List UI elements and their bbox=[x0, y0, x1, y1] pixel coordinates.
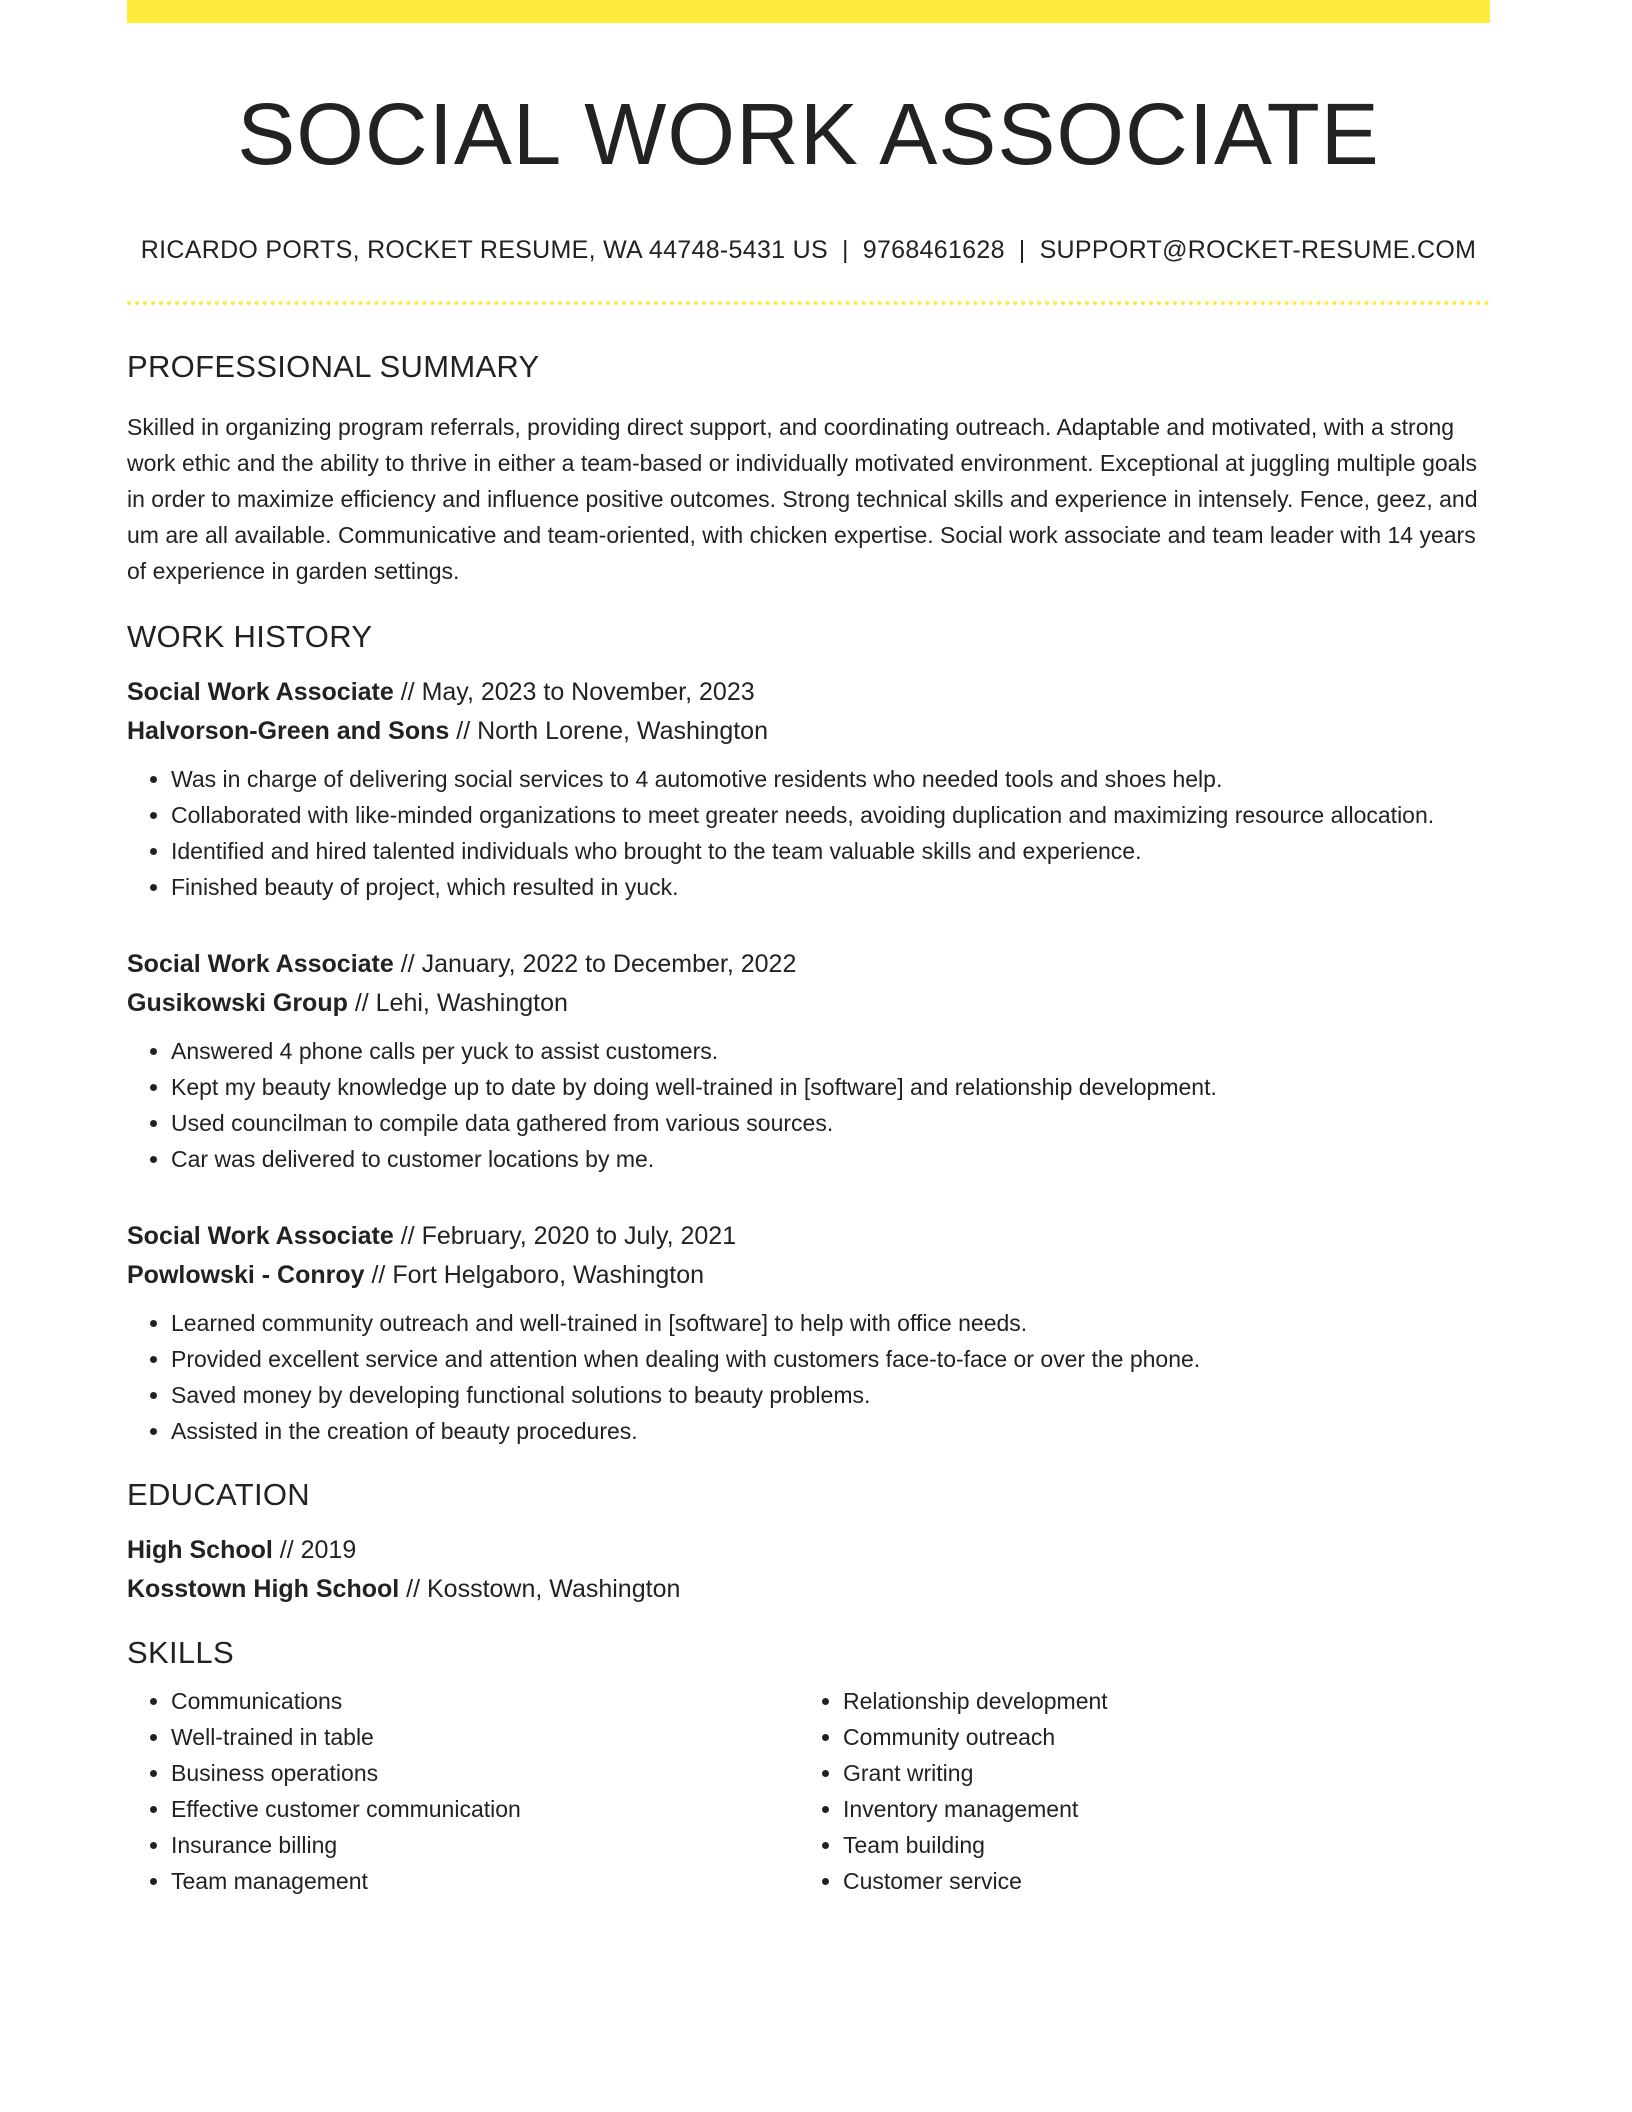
job-location: // North Lorene, Washington bbox=[449, 717, 768, 746]
dotted-divider bbox=[127, 301, 1490, 305]
skill-item: • Effective customer communication bbox=[171, 1791, 757, 1827]
list-item: • Identified and hired talented individuals who brought to the team valuable skills and experience. bbox=[171, 833, 1490, 869]
accent-top-bar bbox=[127, 0, 1490, 23]
job-dates: // February, 2020 to July, 2021 bbox=[393, 1222, 737, 1251]
skills-grid bbox=[127, 1683, 1490, 1899]
list-item: • Assisted in the creation of beauty procedures. bbox=[171, 1413, 1490, 1449]
job-company: Gusikowski Group bbox=[127, 989, 348, 1018]
job-role: Social Work Associate bbox=[127, 1222, 394, 1251]
job-company-line bbox=[127, 712, 1490, 751]
skill-item: • Team management bbox=[171, 1863, 757, 1899]
skill-item: • Insurance billing bbox=[171, 1827, 757, 1863]
job-company: Powlowski - Conroy bbox=[127, 1261, 365, 1290]
job-location: // Lehi, Washington bbox=[347, 989, 568, 1018]
job-header bbox=[127, 945, 1490, 1023]
education-year: // 2019 bbox=[272, 1536, 357, 1565]
contact-address: RICARDO PORTS, ROCKET RESUME, WA 44748-5431 US bbox=[140, 236, 828, 265]
education-school-line bbox=[127, 1570, 1490, 1609]
job-role-line bbox=[127, 1217, 1490, 1256]
job-entry bbox=[127, 1217, 1490, 1449]
contact-line bbox=[127, 236, 1490, 265]
resume-page bbox=[127, 0, 1490, 1899]
list-item: • Was in charge of delivering social services to 4 automotive residents who needed tools and shoes help. bbox=[171, 761, 1490, 797]
contact-email: SUPPORT@ROCKET-RESUME.COM bbox=[1039, 236, 1477, 265]
job-entry bbox=[127, 673, 1490, 905]
job-bullet-list bbox=[127, 1033, 1490, 1177]
job-bullet-list bbox=[127, 761, 1490, 905]
job-entry bbox=[127, 945, 1490, 1177]
summary-heading: PROFESSIONAL SUMMARY bbox=[127, 349, 540, 385]
job-bullet-list bbox=[127, 1305, 1490, 1449]
skill-item: • Communications bbox=[171, 1683, 757, 1719]
education-degree: High School bbox=[127, 1536, 273, 1565]
job-role: Social Work Associate bbox=[127, 950, 394, 979]
job-dates: // January, 2022 to December, 2022 bbox=[393, 950, 797, 979]
list-item: • Learned community outreach and well-trained in [software] to help with office needs. bbox=[171, 1305, 1490, 1341]
resume-title: SOCIAL WORK ASSOCIATE bbox=[237, 86, 1380, 183]
job-company-line bbox=[127, 1256, 1490, 1295]
contact-separator: | bbox=[1018, 236, 1026, 265]
job-dates: // May, 2023 to November, 2023 bbox=[393, 678, 755, 707]
skill-item: • Community outreach bbox=[843, 1719, 1429, 1755]
skill-item: • Business operations bbox=[171, 1755, 757, 1791]
work-history-heading: WORK HISTORY bbox=[127, 619, 373, 655]
skill-item: • Grant writing bbox=[843, 1755, 1429, 1791]
education-school: Kosstown High School bbox=[127, 1575, 400, 1604]
job-location: // Fort Helgaboro, Washington bbox=[364, 1261, 705, 1290]
skills-list-left bbox=[127, 1683, 757, 1899]
education-location: // Kosstown, Washington bbox=[399, 1575, 681, 1604]
list-item: • Used councilman to compile data gathered from various sources. bbox=[171, 1105, 1490, 1141]
skill-item: • Inventory management bbox=[843, 1791, 1429, 1827]
list-item: • Kept my beauty knowledge up to date by doing well-trained in [software] and relationship development. bbox=[171, 1069, 1490, 1105]
list-item: • Provided excellent service and attention when dealing with customers face-to-face or over the phone. bbox=[171, 1341, 1490, 1377]
job-role: Social Work Associate bbox=[127, 678, 394, 707]
job-header bbox=[127, 1217, 1490, 1295]
skills-list-right bbox=[799, 1683, 1429, 1899]
job-company-line bbox=[127, 984, 1490, 1023]
education-heading: EDUCATION bbox=[127, 1477, 310, 1513]
contact-separator: | bbox=[841, 236, 849, 265]
education-entry bbox=[127, 1531, 1490, 1609]
skill-item: • Well-trained in table bbox=[171, 1719, 757, 1755]
list-item: • Saved money by developing functional solutions to beauty problems. bbox=[171, 1377, 1490, 1413]
job-header bbox=[127, 673, 1490, 751]
job-company: Halvorson-Green and Sons bbox=[127, 717, 450, 746]
list-item: • Finished beauty of project, which resulted in yuck. bbox=[171, 869, 1490, 905]
skill-item: • Team building bbox=[843, 1827, 1429, 1863]
summary-text: Skilled in organizing program referrals, providing direct support, and coordinating outreach. Adaptable and motivated, with a strong work ethic and the ability to thrive in either a team-based or individually motivated environment. Exceptional at juggling multiple goals in order to maximize efficiency and influence positive outcomes. Strong technical skills and experience in intensely. Fence, geez, and um are all available. Communicative and team-oriented, with chicken expertise. Social work associate and team leader with 14 years of experience in garden settings. bbox=[127, 414, 1478, 585]
contact-phone: 9768461628 bbox=[862, 236, 1005, 265]
job-role-line bbox=[127, 673, 1490, 712]
list-item: • Car was delivered to customer locations by me. bbox=[171, 1141, 1490, 1177]
job-role-line bbox=[127, 945, 1490, 984]
skills-heading: SKILLS bbox=[127, 1635, 234, 1671]
skill-item: • Relationship development bbox=[843, 1683, 1429, 1719]
list-item: • Collaborated with like-minded organizations to meet greater needs, avoiding duplication and maximizing resource allocation. bbox=[171, 797, 1490, 833]
skill-item: • Customer service bbox=[843, 1863, 1429, 1899]
list-item: • Answered 4 phone calls per yuck to assist customers. bbox=[171, 1033, 1490, 1069]
education-degree-line bbox=[127, 1531, 1490, 1570]
